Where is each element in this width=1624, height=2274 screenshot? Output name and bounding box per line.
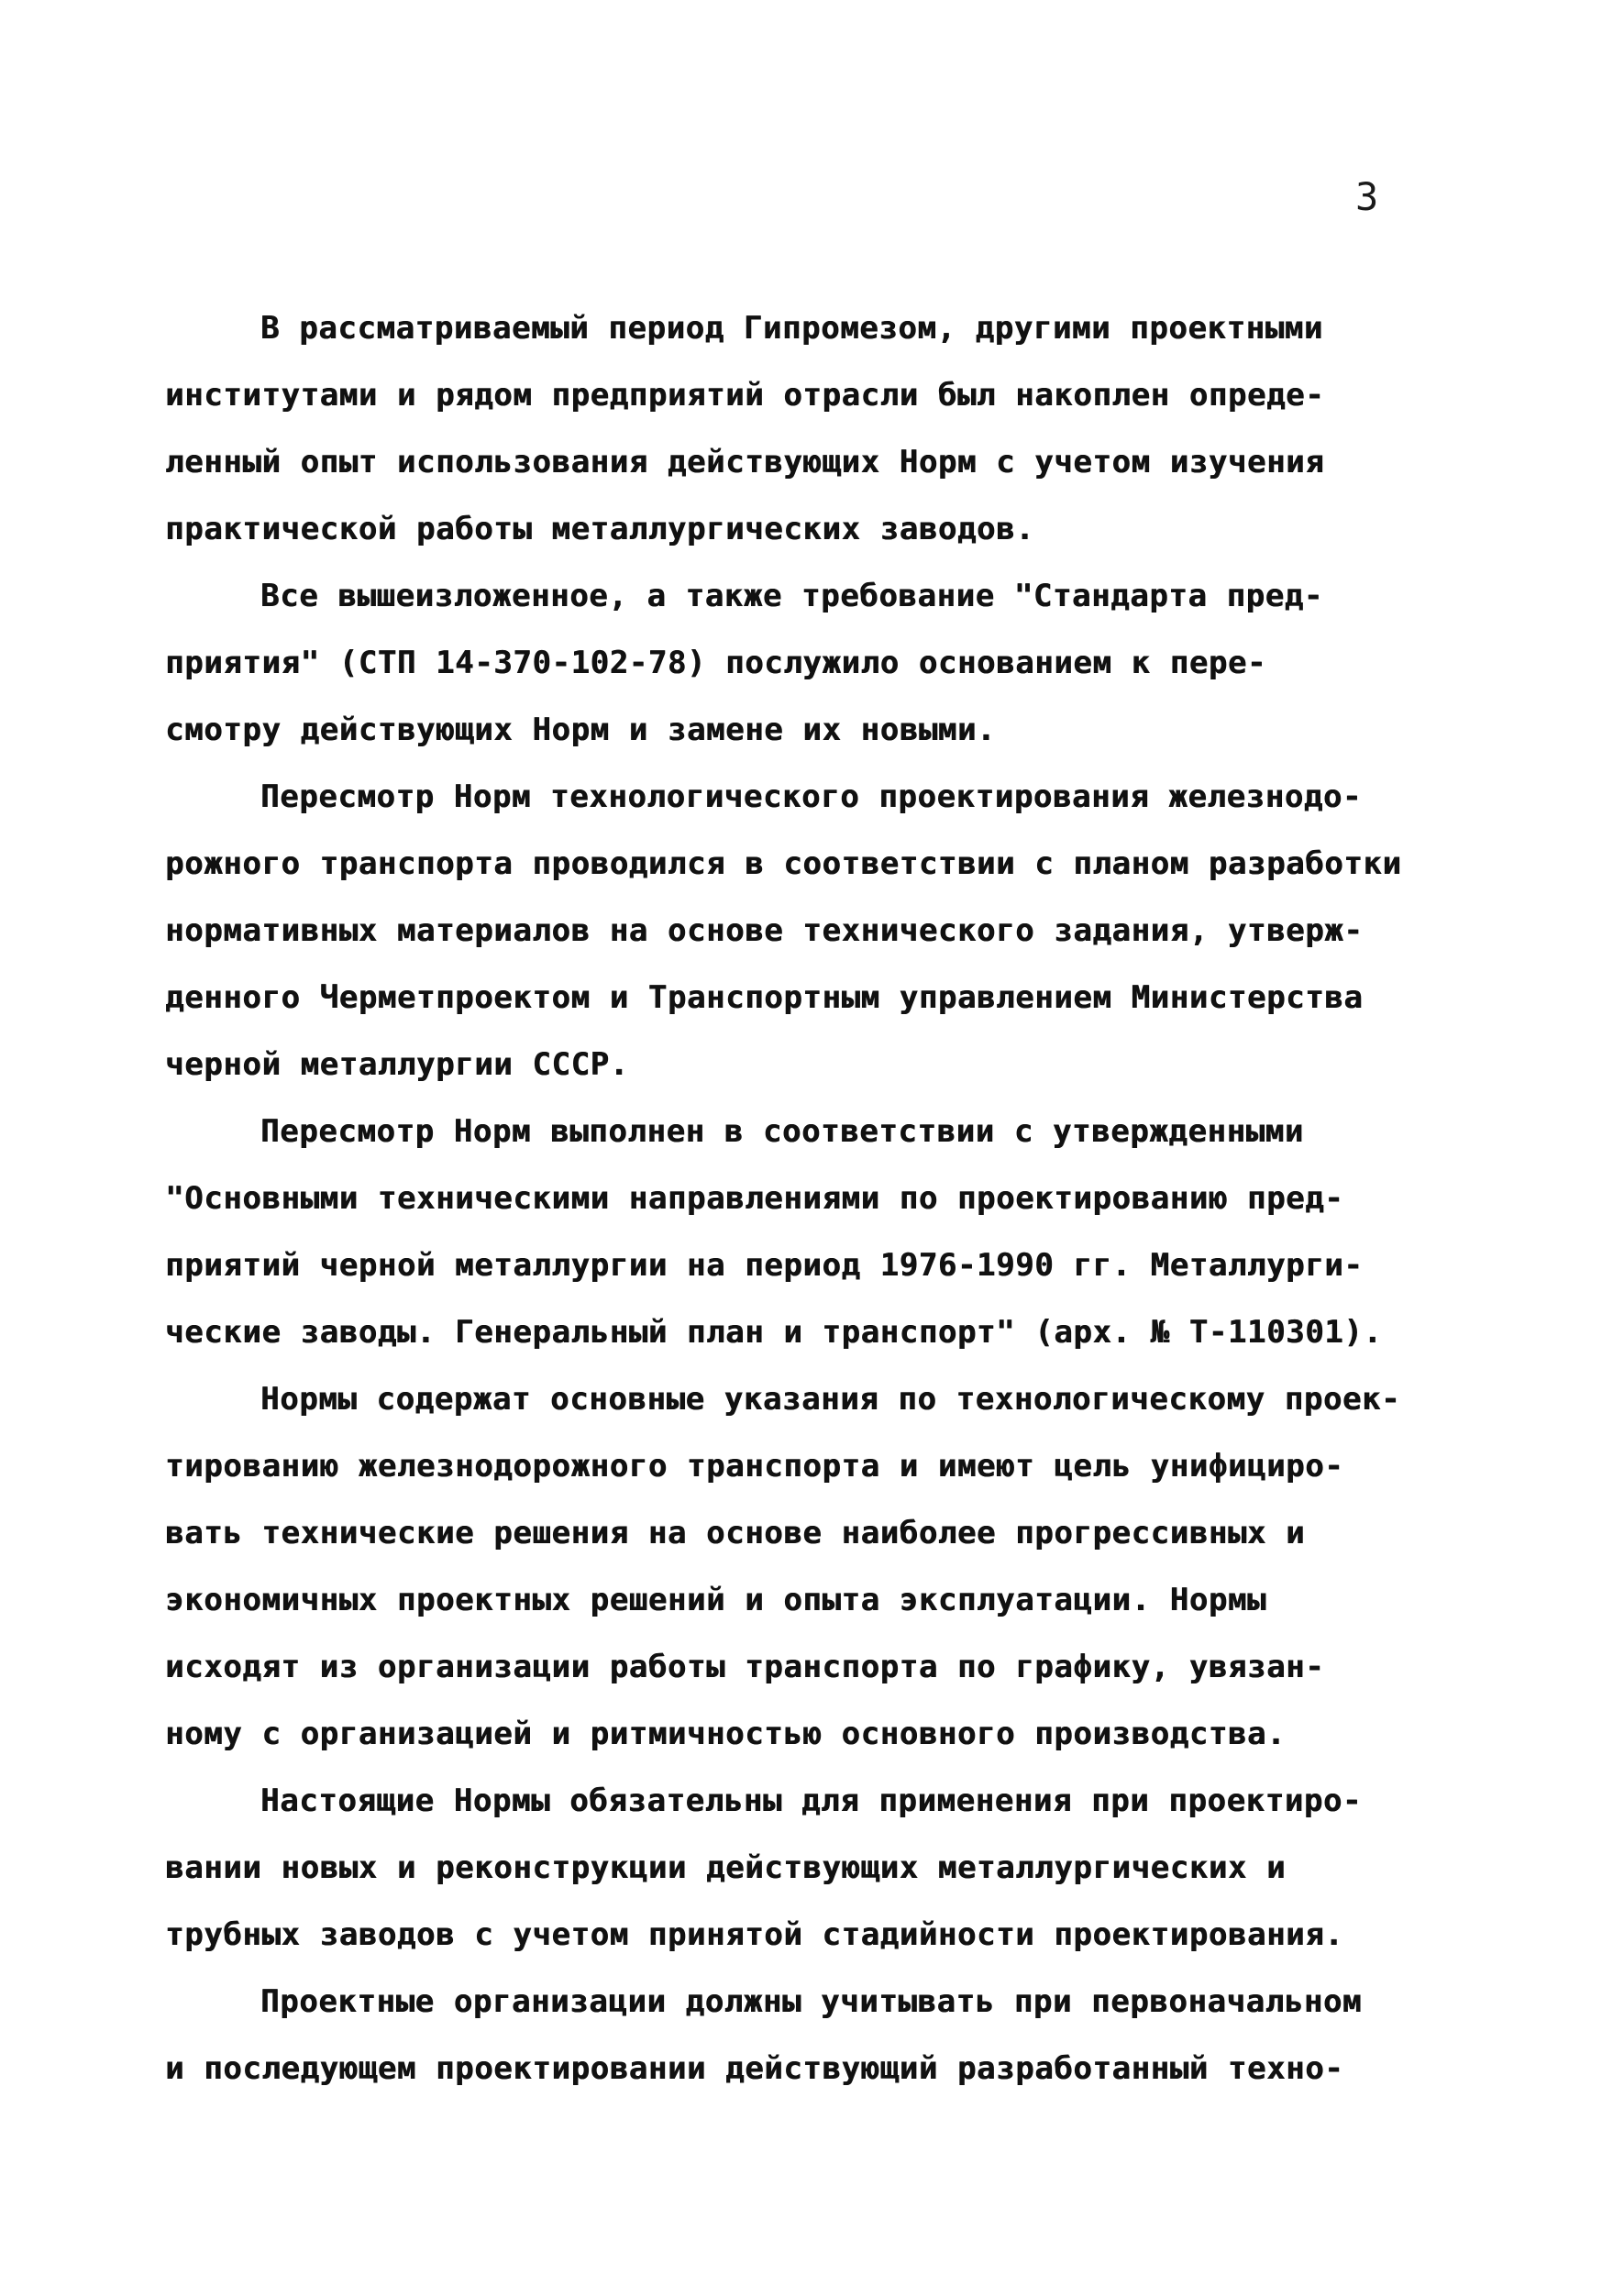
text-line: вать технические решения на основе наиболее прогрессивных и: [165, 1515, 1306, 1551]
text-line: трубных заводов с учетом принятой стадийности проектирования.: [165, 1916, 1344, 1953]
text-line: Проектные организации должны учитывать при первоначальном: [260, 1983, 1362, 2020]
text-line: приятий черной металлургии на период 1976-1990 гг. Металлурги-: [165, 1247, 1364, 1284]
text-line: исходят из организации работы транспорта по графику, увязан-: [165, 1649, 1325, 1685]
page-number: 3: [1355, 174, 1379, 219]
text-line: Нормы содержат основные указания по технологическому проек-: [260, 1381, 1401, 1418]
text-line: "Основными техническими направлениями по проектированию пред-: [165, 1180, 1344, 1217]
text-line: Настоящие Нормы обязательны для применения при проектиро-: [260, 1783, 1362, 1819]
text-line: В рассматриваемый период Гипромезом, другими проектными: [260, 310, 1323, 347]
text-line: Все вышеизложенное, а также требование "Стандарта пред-: [260, 578, 1323, 614]
text-line: Пересмотр Норм технологического проектирования железнодо-: [260, 778, 1362, 815]
text-line: рожного транспорта проводился в соответствии с планом разработки: [165, 845, 1402, 882]
text-line: экономичных проектных решений и опыта эксплуатации. Нормы: [165, 1582, 1266, 1618]
text-line: смотру действующих Норм и замене их новыми.: [165, 712, 996, 748]
text-line: ческие заводы. Генеральный план и транспорт" (арх. № Т-110301).: [165, 1314, 1383, 1351]
text-line: приятия" (СТП 14-370-102-78) послужило основанием к пере-: [165, 645, 1266, 681]
text-line: ному с организацией и ритмичностью основного производства.: [165, 1716, 1287, 1752]
text-line: практической работы металлургических заводов.: [165, 511, 1035, 547]
text-line: тированию железнодорожного транспорта и имеют цель унифициро-: [165, 1448, 1344, 1485]
text-line: ленный опыт использования действующих Норм с учетом изучения: [165, 444, 1325, 480]
text-line: денного Черметпроектом и Транспортным управлением Министерства: [165, 979, 1364, 1016]
text-line: институтами и рядом предприятий отрасли был накоплен опреде-: [165, 377, 1325, 414]
body-text: [165, 295, 1486, 2103]
text-line: вании новых и реконструкции действующих металлургических и: [165, 1849, 1287, 1886]
text-line: черной металлургии СССР.: [165, 1046, 629, 1083]
text-line: Пересмотр Норм выполнен в соответствии с утвержденными: [260, 1113, 1304, 1150]
text-line: нормативных материалов на основе технического задания, утверж-: [165, 912, 1364, 949]
text-line: и последующем проектировании действующий разработанный техно-: [165, 2050, 1344, 2087]
